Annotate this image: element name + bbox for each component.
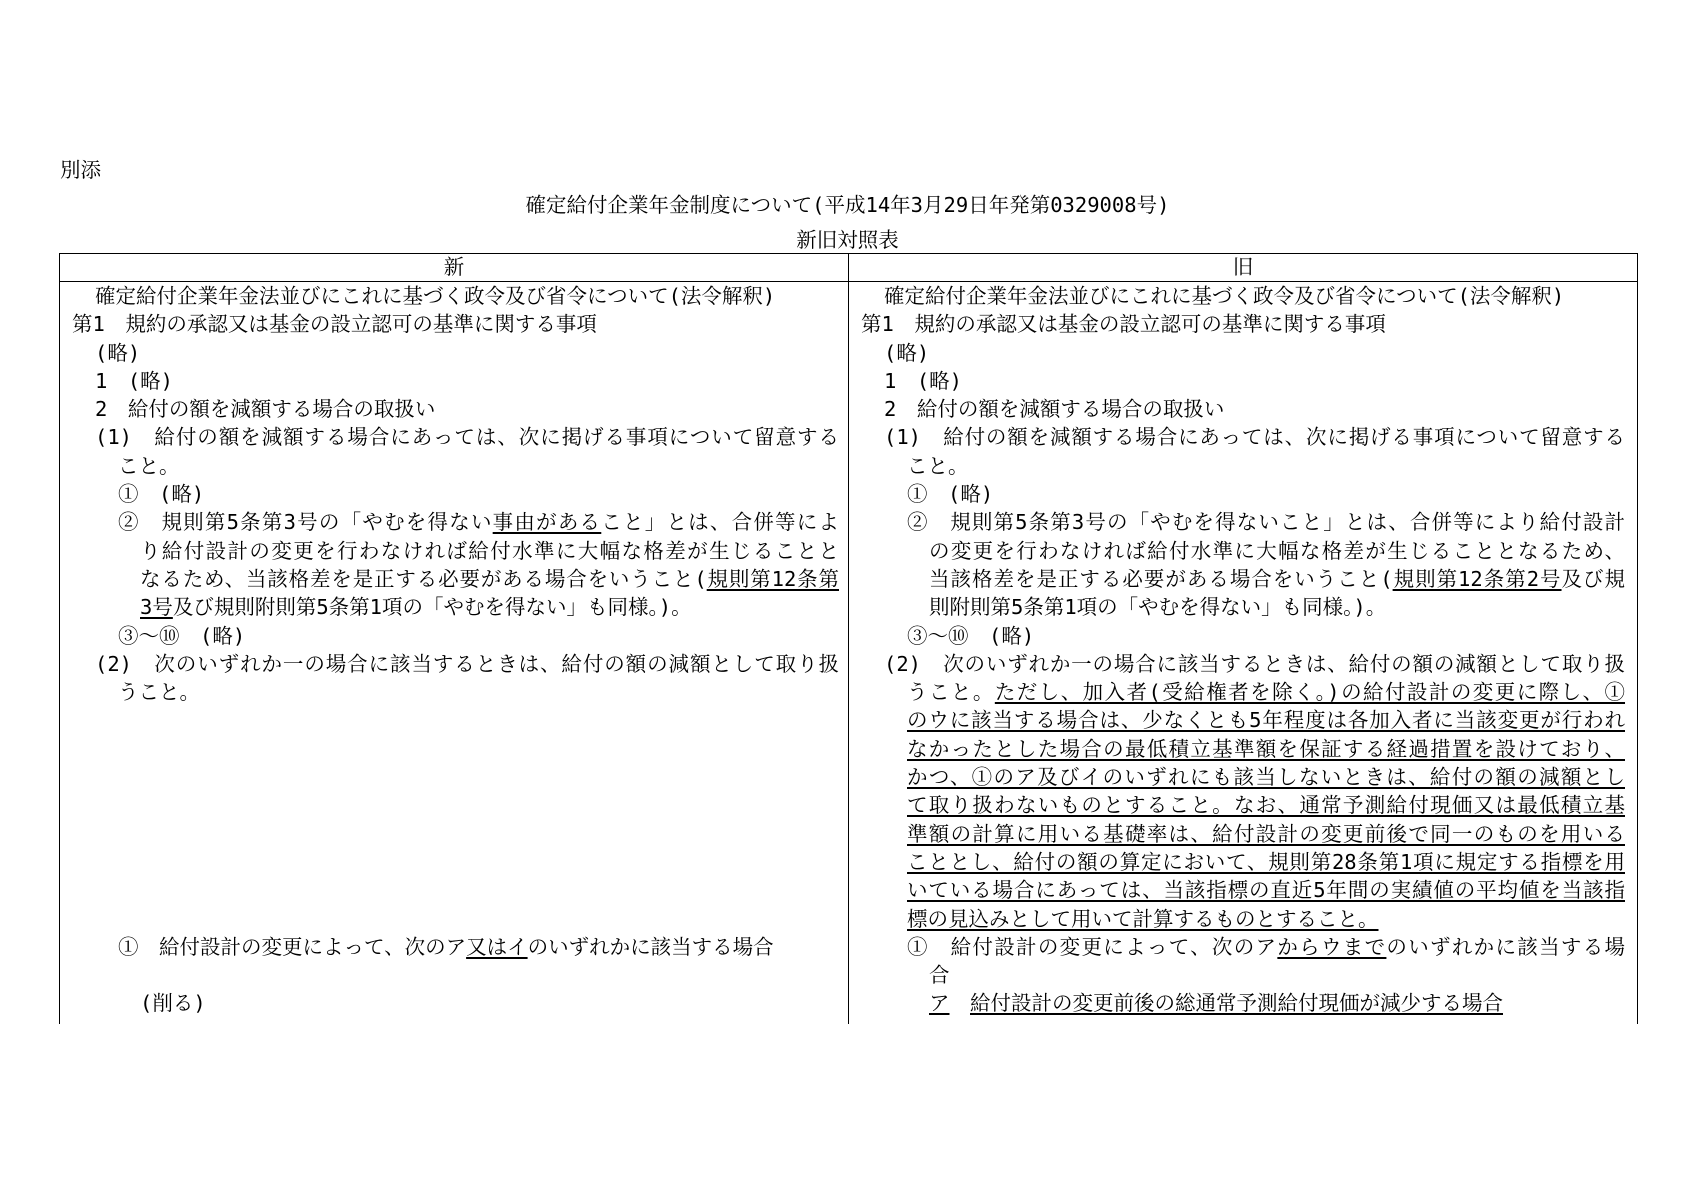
underlined-change-text: 又はイ: [466, 934, 528, 959]
underlined-change-text: からウまで: [1277, 934, 1387, 959]
new-line: [72, 593, 839, 621]
old-line: [861, 791, 1625, 819]
text-segment: ② 規則第5条第3号の「やむを得ないこと」とは、合併等により給付設計: [907, 510, 1625, 535]
text-segment: うこと。: [118, 680, 200, 705]
text-segment: (2) 次のいずれか一の場合に該当するときは、給付の額の減額として取り扱: [95, 651, 839, 676]
underlined-change-text: 標の見込みとして用いて計算するものとすること。: [907, 906, 1379, 931]
old-line: [861, 678, 1625, 706]
new-line: [72, 763, 839, 791]
text-segment: (削る): [140, 991, 206, 1016]
new-line: [72, 339, 839, 367]
underlined-change-text: 規則第12条第: [706, 566, 839, 591]
text-segment: 第1 規約の承認又は基金の設立認可の基準に関する事項: [861, 312, 1386, 337]
new-line: [72, 565, 839, 593]
old-line: [861, 423, 1625, 451]
underlined-change-text: ただし、加入者(受給権者を除く。)の給付設計の変更に際し、①: [994, 680, 1626, 705]
header-old: 旧: [1232, 255, 1254, 279]
text-segment: のいずれかに該当する場: [1386, 934, 1626, 959]
new-line: [72, 961, 839, 989]
old-line: [861, 452, 1625, 480]
old-line: [861, 820, 1625, 848]
text-segment: り給付設計の変更を行わなければ給付水準に大幅な格差が生じることと: [140, 538, 839, 563]
old-line: [861, 622, 1625, 650]
text-segment: 及び規則附則第5条第1項の「やむを得ない」も同様。)。: [172, 595, 692, 620]
text-segment: ① (略): [118, 482, 205, 507]
old-line: [861, 848, 1625, 876]
text-segment: 2 給付の額を減額する場合の取扱い: [884, 397, 1225, 422]
old-line: [861, 933, 1625, 961]
new-line: [72, 282, 839, 310]
attachment-label: 別添: [60, 158, 101, 182]
new-line: [72, 706, 839, 734]
old-line: [861, 706, 1625, 734]
new-line: [72, 622, 839, 650]
old-line: [861, 876, 1625, 904]
underlined-change-text: いている場合にあっては、当該指標の直近5年間の実績値の平均値を当該指: [907, 878, 1625, 903]
text-segment: 1 (略): [884, 368, 963, 393]
new-line: [72, 820, 839, 848]
old-line: [861, 282, 1625, 310]
text-segment: の変更を行わなければ給付水準に大幅な格差が生じることとなるため、: [929, 538, 1625, 563]
old-line: [861, 989, 1625, 1017]
new-column: [72, 282, 839, 1018]
new-line: [72, 933, 839, 961]
header-new: 新: [443, 255, 465, 279]
old-line: [861, 593, 1625, 621]
old-line: [861, 650, 1625, 678]
new-line: [72, 735, 839, 763]
text-segment: こと。: [907, 453, 969, 478]
text-segment: ② 規則第5条第3号の「やむを得ない: [118, 510, 493, 535]
new-line: [72, 876, 839, 904]
underlined-change-text: なかったとした場合の最低積立基準額を保証する経過措置を設けており、: [907, 736, 1625, 761]
text-segment: 及び規: [1561, 566, 1626, 591]
new-line: [72, 678, 839, 706]
text-segment: 則附則第5条第1項の「やむを得ない」も同様。)。: [929, 595, 1387, 620]
old-line: [861, 905, 1625, 933]
new-line: [72, 310, 839, 338]
text-segment: ① 給付設計の変更によって、次のア: [118, 934, 467, 959]
new-line: [72, 848, 839, 876]
new-line: [72, 989, 839, 1017]
old-line: [861, 367, 1625, 395]
text-segment: 合: [929, 963, 950, 988]
old-line: [861, 961, 1625, 989]
new-line: [72, 791, 839, 819]
text-segment: (略): [95, 340, 141, 365]
old-line: [861, 565, 1625, 593]
text-segment: こと。: [118, 453, 180, 478]
underlined-change-text: のウに該当する場合は、少なくとも5年程度は各加入者に当該変更が行われ: [907, 708, 1625, 733]
text-segment: うこと。: [907, 680, 995, 705]
underlined-change-text: 事由がある: [492, 510, 602, 535]
text-segment: 第1 規約の承認又は基金の設立認可の基準に関する事項: [72, 312, 597, 337]
text-segment: (2) 次のいずれか一の場合に該当するときは、給付の額の減額として取り扱: [884, 651, 1625, 676]
underlined-change-text: 3号: [140, 595, 173, 620]
text-segment: (1) 給付の額を減額する場合にあっては、次に掲げる事項について留意する: [95, 425, 839, 450]
new-line: [72, 395, 839, 423]
text-segment: 確定給付企業年金法並びにこれに基づく政令及び省令について(法令解釈): [884, 284, 1565, 308]
new-line: [72, 537, 839, 565]
old-line: [861, 339, 1625, 367]
text-segment: なるため、当該格差を是正する必要がある場合をいうこと(: [140, 566, 707, 591]
new-line: [72, 508, 839, 536]
text-segment: ① (略): [907, 482, 994, 507]
text-segment: ① 給付設計の変更によって、次のア: [907, 934, 1278, 959]
text-segment: ③～⑩ (略): [118, 623, 246, 648]
underlined-change-text: 給付設計の変更前後の総通常予測給付現価が減少する場合: [970, 991, 1503, 1016]
text-segment: 1 (略): [95, 368, 174, 393]
text-segment: 当該格差を是正する必要がある場合をいうこと(: [929, 566, 1393, 591]
new-line: [72, 905, 839, 933]
new-line: [72, 423, 839, 451]
text-segment: こと」とは、合併等によ: [601, 510, 839, 535]
old-line: [861, 310, 1625, 338]
text-segment: のいずれかに該当する場合: [527, 934, 774, 959]
underlined-change-text: て取り扱わないものとすること。なお、通常予測給付現価又は最低積立基: [907, 793, 1625, 818]
old-column: [861, 282, 1625, 1018]
old-line: [861, 480, 1625, 508]
old-line: [861, 763, 1625, 791]
new-line: [72, 367, 839, 395]
underlined-change-text: 準額の計算に用いる基礎率は、給付設計の変更前後で同一のものを用いる: [907, 821, 1625, 846]
underlined-change-text: こととし、給付の額の算定において、規則第28条第1項に規定する指標を用: [907, 849, 1625, 874]
old-line: [861, 537, 1625, 565]
old-line: [861, 735, 1625, 763]
comparison-table: [59, 253, 1638, 1024]
text-segment: (略): [884, 340, 930, 365]
old-line: [861, 508, 1625, 536]
text-segment: [950, 991, 971, 1015]
underlined-change-text: 規則第12条第2号: [1392, 566, 1562, 591]
new-line: [72, 452, 839, 480]
new-line: [72, 650, 839, 678]
old-line: [861, 395, 1625, 423]
text-segment: ③～⑩ (略): [907, 623, 1035, 648]
document-subtitle: 新旧対照表: [796, 228, 899, 252]
text-segment: 確定給付企業年金法並びにこれに基づく政令及び省令について(法令解釈): [95, 284, 776, 308]
new-line: [72, 480, 839, 508]
document-title: 確定給付企業年金制度について(平成14年3月29日年発第0329008号): [525, 193, 1170, 217]
column-divider: [848, 254, 849, 1024]
underlined-change-text: かつ、①のア及びイのいずれにも該当しないときは、給付の額の減額とし: [907, 765, 1625, 790]
text-segment: 2 給付の額を減額する場合の取扱い: [95, 397, 436, 422]
underlined-change-text: ア: [929, 991, 950, 1016]
text-segment: (1) 給付の額を減額する場合にあっては、次に掲げる事項について留意する: [884, 425, 1625, 450]
